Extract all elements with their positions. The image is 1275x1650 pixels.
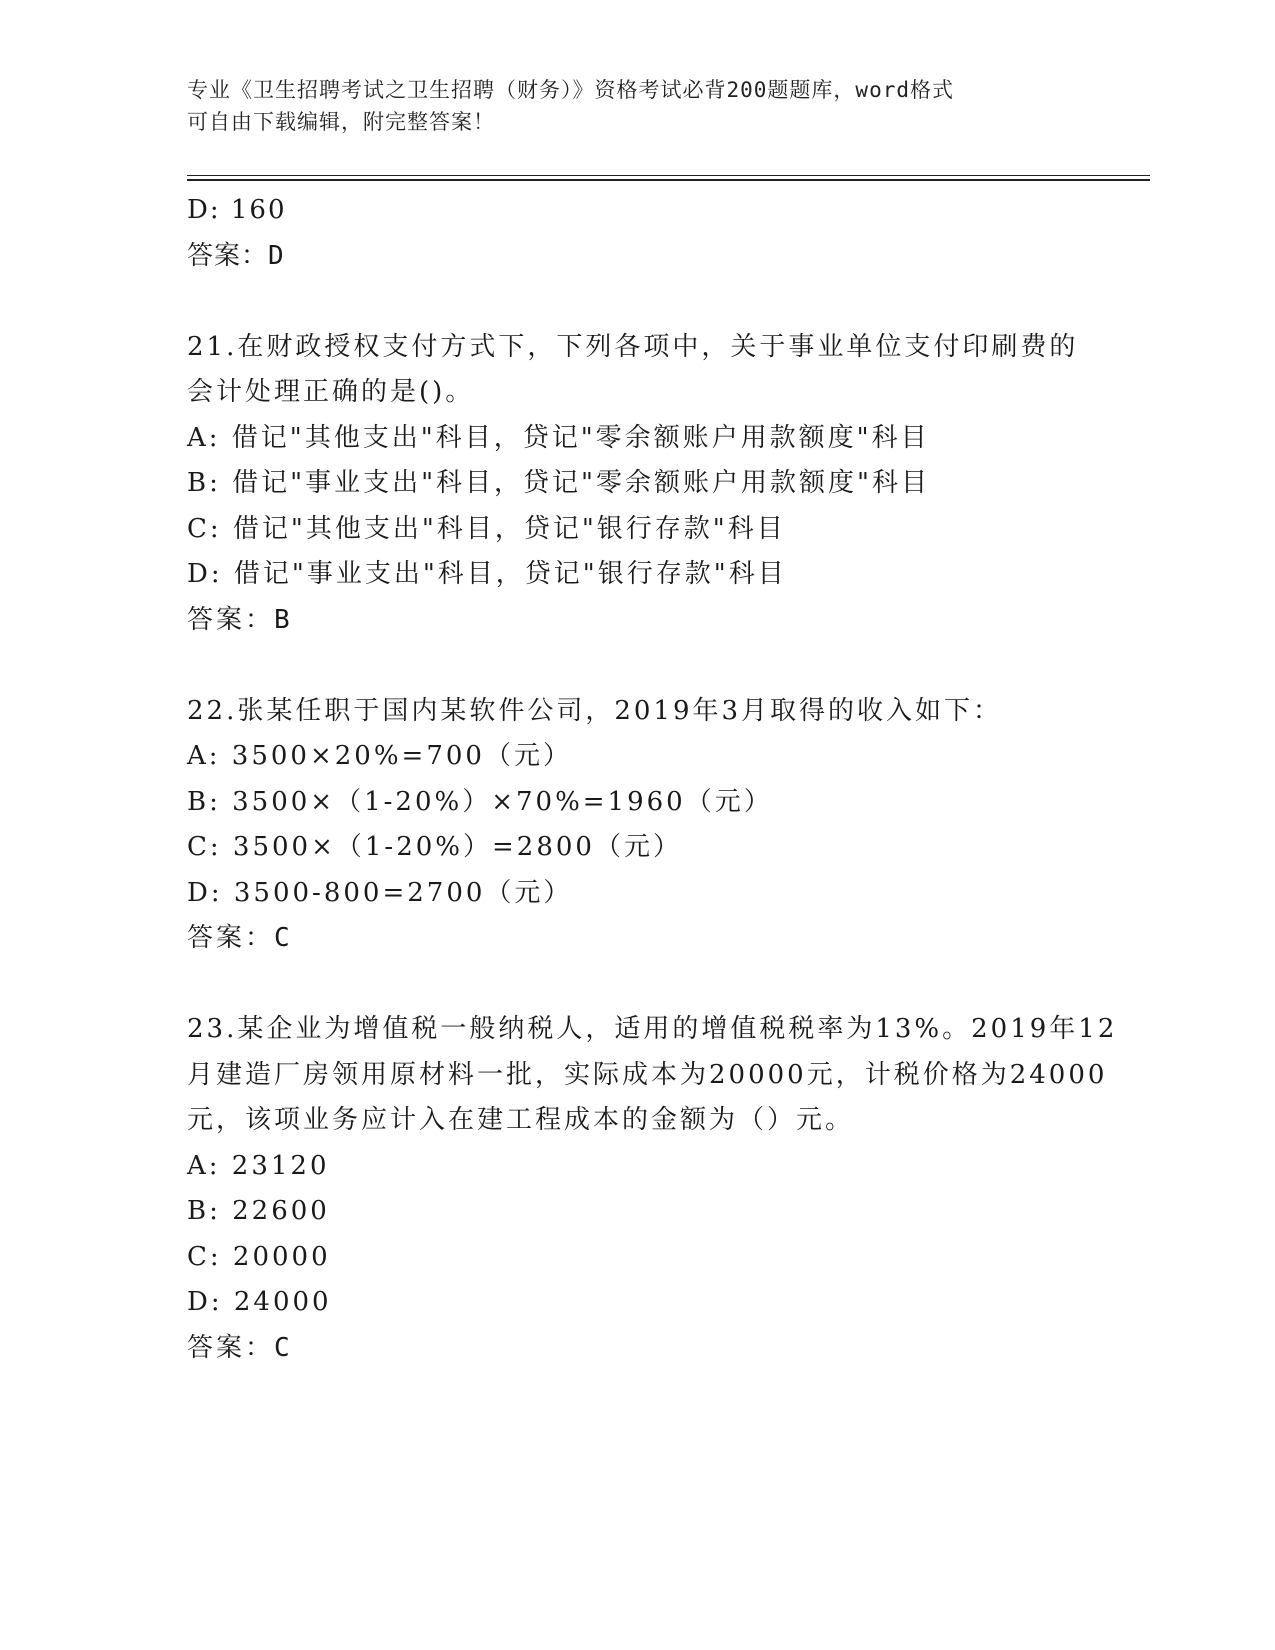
- option-a: A: 23120: [187, 1150, 330, 1181]
- option-d: D: 160: [187, 195, 287, 225]
- previous-question-tail: [187, 188, 1087, 279]
- question-text-line: 元，该项业务应计入在建工程成本的金额为（）元。: [187, 1105, 855, 1135]
- question-22: [187, 689, 1087, 962]
- spacer: [187, 643, 1087, 689]
- header-divider-thin: [187, 175, 1150, 176]
- question-23: [187, 1007, 1118, 1371]
- answer-line: 答案：C: [187, 923, 293, 953]
- question-text-line: 月建造厂房领用原材料一批，实际成本为20000元，计税价格为24000: [187, 1059, 1108, 1090]
- question-text-line: 22.张某任职于国内某软件公司，2019年3月取得的收入如下：: [187, 695, 1003, 726]
- option-a: A: 借记"其他支出"科目，贷记"零余额账户用款额度"科目: [187, 422, 930, 453]
- header-divider-thick: [187, 179, 1150, 181]
- option-c: C: 借记"其他支出"科目，贷记"银行存款"科目: [187, 513, 786, 544]
- question-text-line: 23.某企业为增值税一般纳税人，适用的增值税税率为13%。2019年12: [187, 1014, 1118, 1044]
- option-c: C: 20000: [187, 1241, 331, 1272]
- option-b: B: 22600: [187, 1196, 330, 1226]
- spacer: [187, 279, 1087, 325]
- header-title-line-1: 专业《卫生招聘考试之卫生招聘（财务）》资格考试必背200题题库，word格式: [187, 78, 954, 102]
- option-b: B: 借记"事业支出"科目，贷记"零余额账户用款额度"科目: [187, 468, 930, 498]
- document-body: [187, 188, 1118, 1371]
- answer-line: 答案：C: [187, 1332, 293, 1363]
- spacer: [187, 962, 1087, 1008]
- option-a: A: 3500×20%=700（元）: [187, 741, 572, 771]
- question-21: [187, 325, 1087, 644]
- option-d: D: 24000: [187, 1287, 332, 1317]
- option-c: C: 3500×（1-20%）=2800（元）: [187, 832, 682, 862]
- document-header: [187, 74, 1067, 138]
- header-title-line-2: 可自由下载编辑，附完整答案！: [187, 110, 495, 134]
- question-text-line: 21.在财政授权支付方式下，下列各项中，关于事业单位支付印刷费的: [187, 331, 1079, 362]
- option-d: D: 3500-800=2700（元）: [187, 877, 573, 908]
- answer-line: 答案：D: [187, 240, 285, 271]
- answer-line: 答案：B: [187, 604, 293, 635]
- question-text-line: 会计处理正确的是()。: [187, 377, 475, 407]
- option-d: D: 借记"事业支出"科目，贷记"银行存款"科目: [187, 559, 787, 589]
- option-b: B: 3500×（1-20%）×70%=1960（元）: [187, 786, 773, 817]
